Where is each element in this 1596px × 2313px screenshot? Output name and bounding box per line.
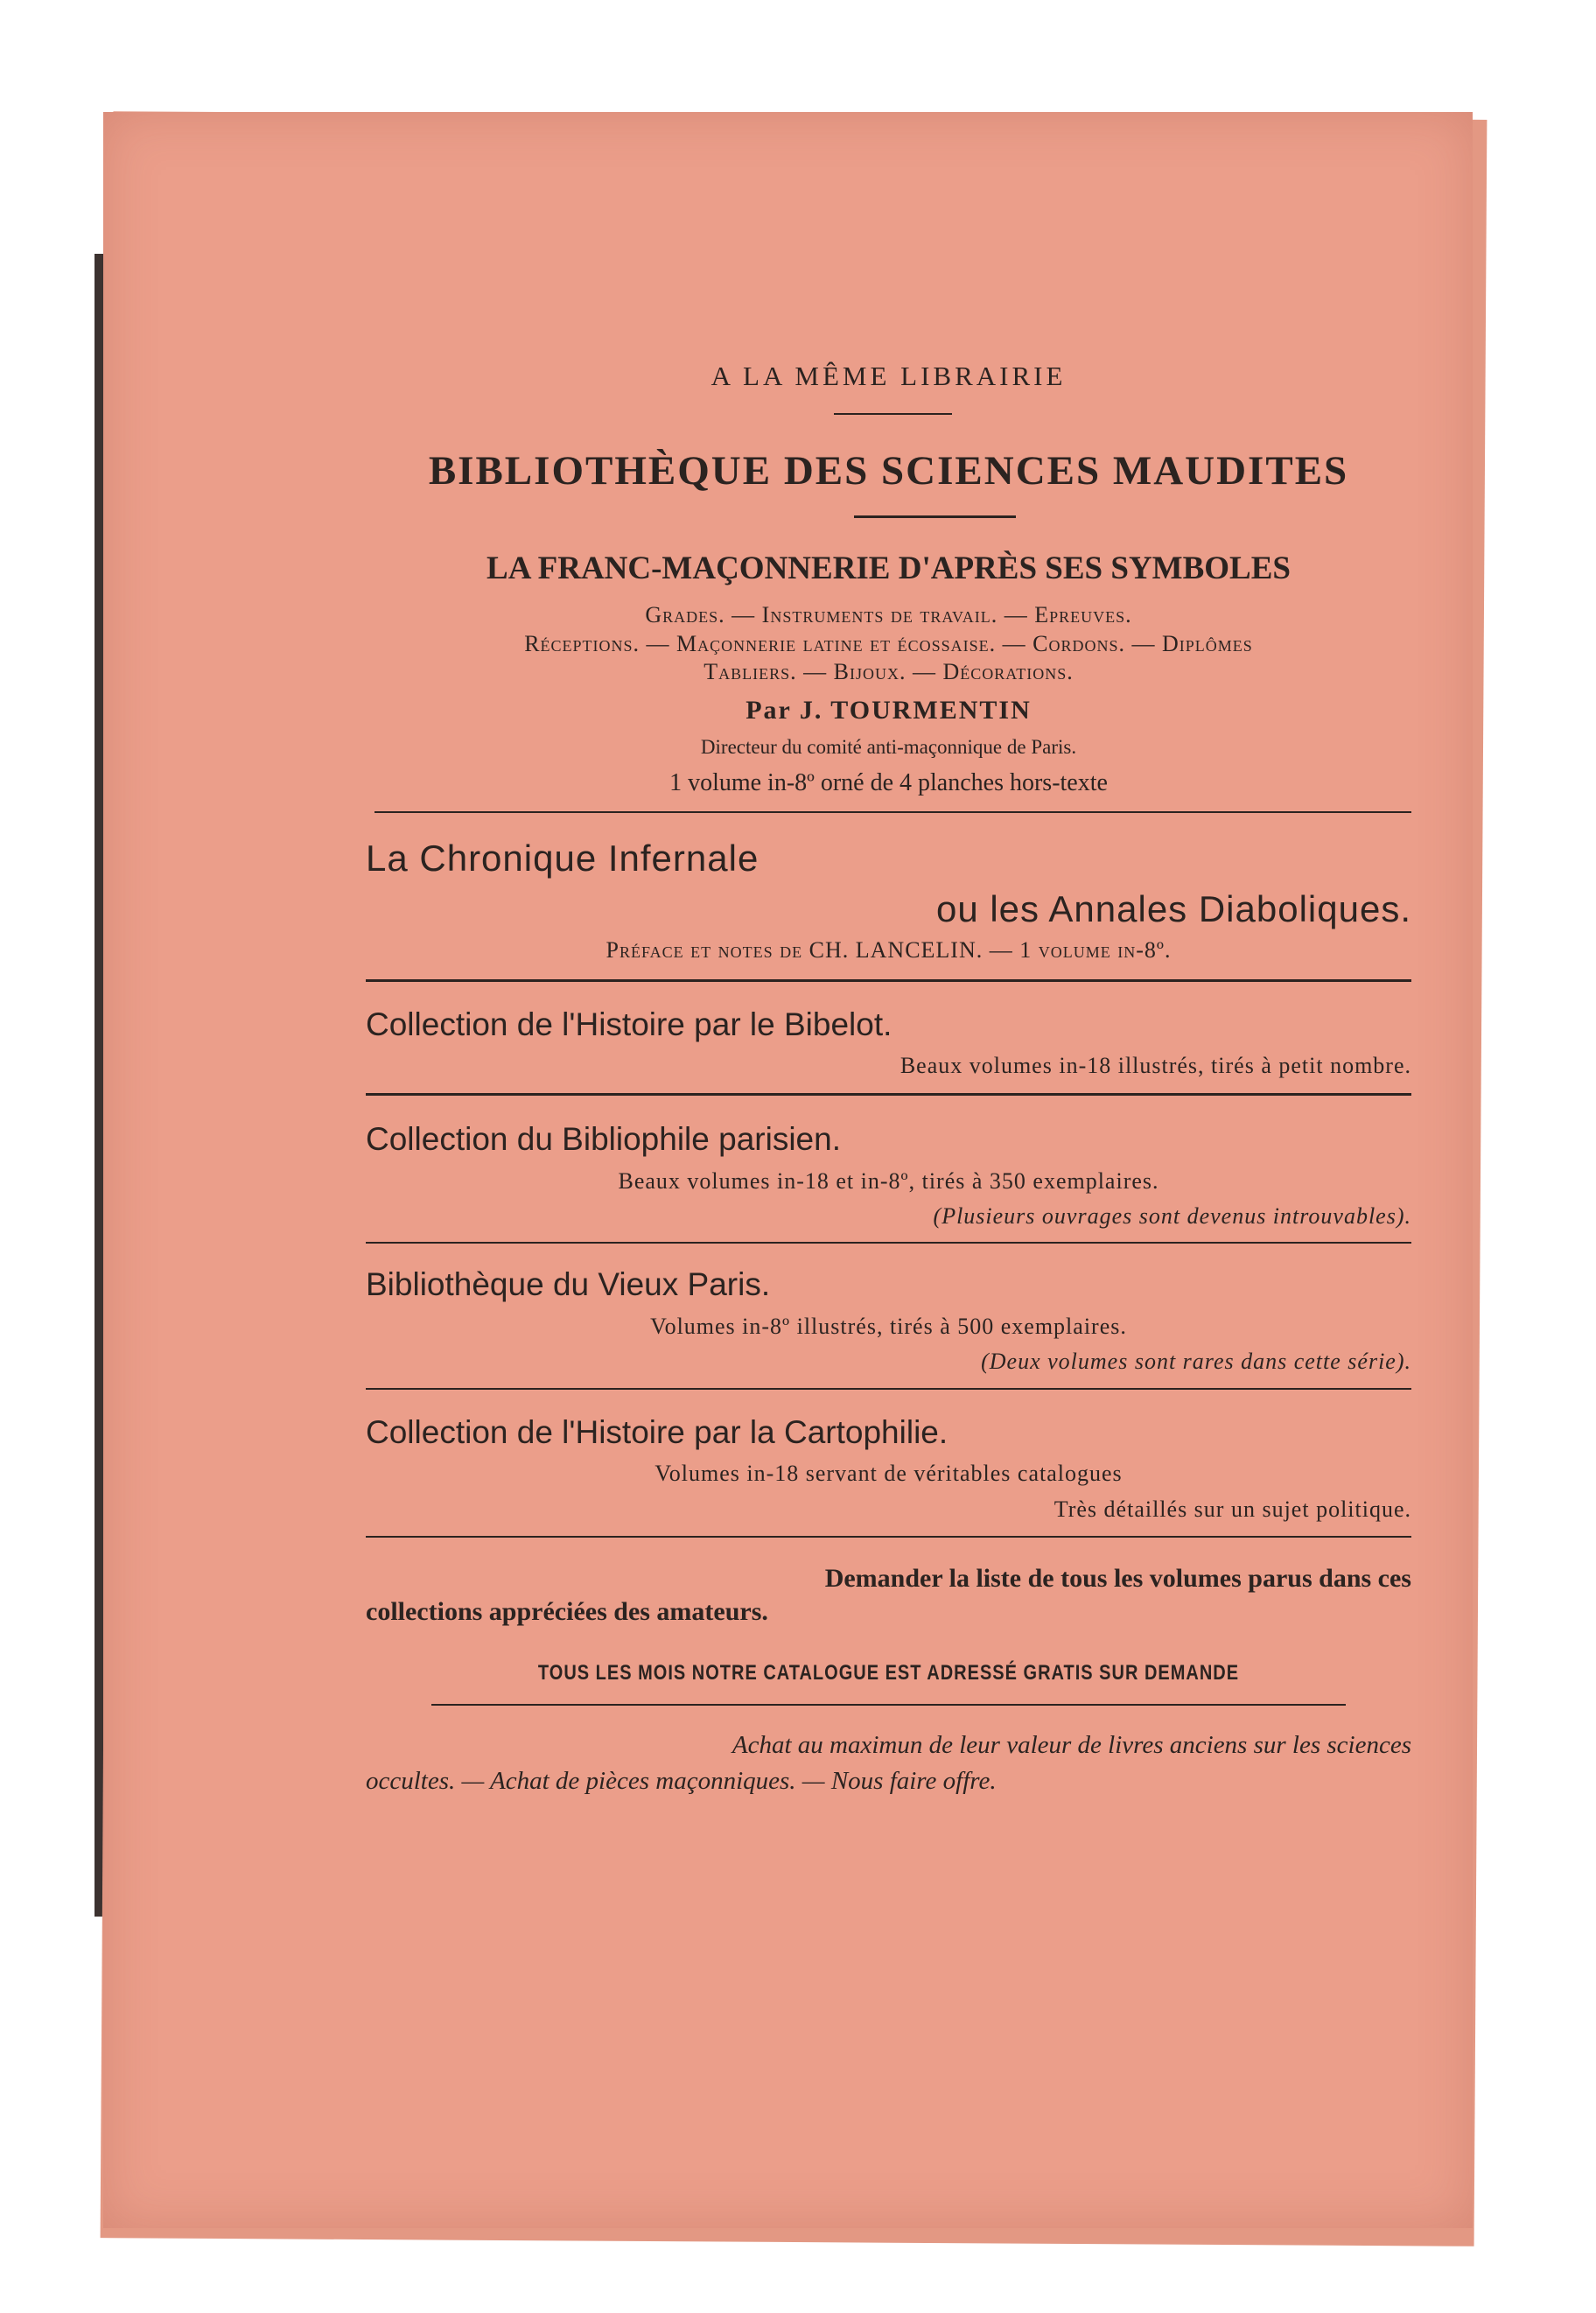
- contents-line: Réceptions. — Maçonnerie latine et écossaise. — Cordons. — Diplômes: [524, 631, 1253, 656]
- collection-note: (Plusieurs ouvrages sont devenus introuvables).: [933, 1203, 1411, 1229]
- demander-line2: collections appréciées des amateurs.: [366, 1597, 768, 1626]
- chronique-note: Préface et notes de CH. LANCELIN. — 1 volume in-8º.: [606, 937, 1172, 963]
- collection-desc: Beaux volumes in-18 illustrés, tirés à petit nombre.: [900, 1053, 1411, 1078]
- contents-line: Grades. — Instruments de travail. — Epreuves.: [645, 602, 1132, 627]
- collection-title: Collection du Bibliophile parisien.: [366, 1121, 841, 1157]
- book-title-franc-maconnerie: LA FRANC-MAÇONNERIE D'APRÈS SES SYMBOLES: [486, 550, 1291, 586]
- collection-desc: Beaux volumes in-18 et in-8º, tirés à 350 exemplaires.: [618, 1168, 1159, 1194]
- librairie-heading: A LA MÊME LIBRAIRIE: [710, 361, 1067, 391]
- book-back-cover: [103, 112, 1473, 2228]
- section-divider: [374, 811, 1411, 813]
- volume-info: 1 volume in-8º orné de 4 planches hors-texte: [669, 769, 1108, 796]
- collection-desc: Volumes in-8º illustrés, tirés à 500 exemplaires.: [650, 1314, 1127, 1339]
- demander-line1: Demander la liste de tous les volumes parus dans ces: [824, 1564, 1411, 1593]
- collection-desc: Volumes in-18 servant de véritables catalogues: [654, 1461, 1123, 1486]
- author-role: Directeur du comité anti-maçonnique de Paris.: [700, 736, 1077, 758]
- collection-note: Très détaillés sur un sujet politique.: [1054, 1496, 1411, 1522]
- contents-line: Tabliers. — Bijoux. — Décorations.: [704, 659, 1074, 684]
- collection-title: Collection de l'Histoire par la Cartophilie.: [366, 1414, 948, 1450]
- section-divider: [431, 1704, 1346, 1706]
- collection-title: Collection de l'Histoire par le Bibelot.: [366, 1006, 892, 1042]
- section-divider: [366, 1536, 1411, 1538]
- chronique-title-line1: La Chronique Infernale: [366, 838, 760, 879]
- author-line: Par J. TOURMENTIN: [746, 696, 1032, 725]
- collection-note: (Deux volumes sont rares dans cette série).: [981, 1349, 1411, 1374]
- catalogue-notice: TOUS LES MOIS NOTRE CATALOGUE EST ADRESSÉ GRATIS SUR DEMANDE: [537, 1661, 1240, 1686]
- achat-line1: Achat au maximun de leur valeur de livres anciens sur les sciences: [732, 1731, 1411, 1759]
- section-divider: [366, 1242, 1411, 1244]
- collection-title: Bibliothèque du Vieux Paris.: [366, 1266, 771, 1302]
- chronique-title-line2: ou les Annales Diaboliques.: [935, 888, 1411, 929]
- section-divider: [366, 979, 1411, 982]
- section-divider: [366, 1388, 1411, 1390]
- achat-line2: occultes. — Achat de pièces maçonniques. — Nous faire offre.: [366, 1767, 997, 1795]
- divider: [834, 413, 952, 415]
- series-title: BIBLIOTHÈQUE DES SCIENCES MAUDITES: [428, 448, 1349, 494]
- section-divider: [366, 1093, 1411, 1096]
- divider: [854, 515, 1016, 518]
